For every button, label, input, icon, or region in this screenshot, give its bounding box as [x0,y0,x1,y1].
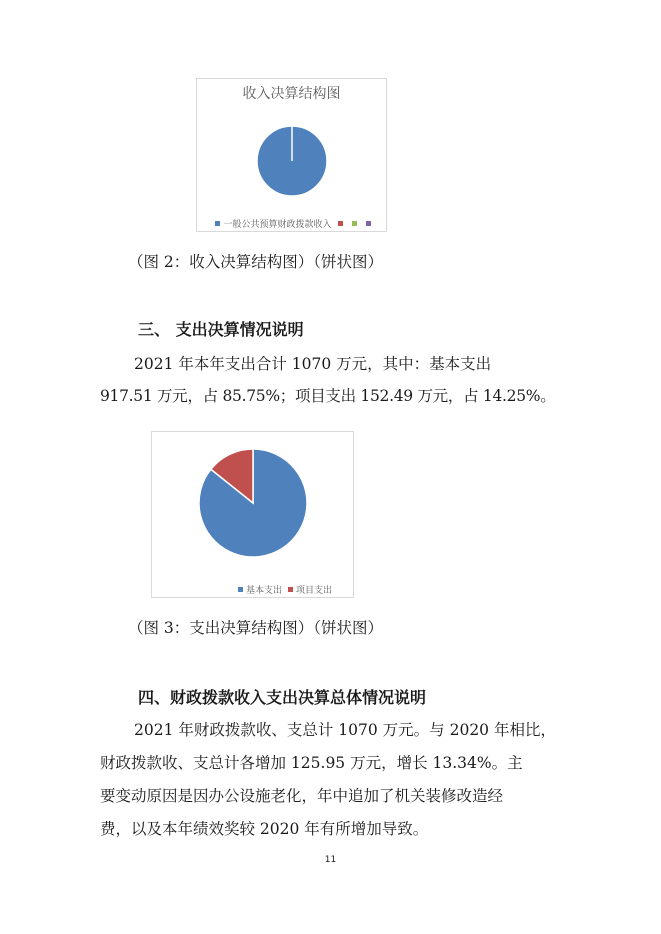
section-4-heading: 四、财政拨款收入支出决算总体情况说明 [138,688,427,707]
expenditure-pie [152,440,353,580]
legend-swatch [288,587,293,592]
section-4-line: 财政拨款收、支总计各增加 125.95 万元，增长 13.34%。主 [100,754,523,772]
expenditure-legend [238,583,353,596]
section-4-line: 费，以及本年绩效奖较 2020 年有所增加导致。 [100,820,429,838]
section-3-heading: 三、 支出决算情况说明 [138,320,304,339]
income-legend [197,217,386,230]
section-3-line: 2021 年本年支出合计 1070 万元，其中：基本支出 [134,355,492,373]
expenditure-structure-chart [151,431,354,598]
legend-swatch [238,587,243,592]
legend-label: 基本支出 [246,586,283,596]
legend-swatch [366,221,371,226]
legend-swatch [338,221,343,226]
section-4-line: 2021 年财政拨款收、支总计 1070 万元。与 2020 年相比， [134,721,556,739]
section-3-line: 917.51 万元，占 85.75%；项目支出 152.49 万元，占 14.25%。 [100,387,556,405]
page-number: 11 [324,855,337,865]
section-4-line: 要变动原因是因办公设施老化，年中追加了机关装修改造经 [100,787,504,805]
income-pie [197,109,386,229]
legend-label: 项目支出 [296,586,333,596]
legend-swatch [352,221,357,226]
income-structure-chart [196,78,387,232]
chart-title: 收入决算结构图 [242,86,341,102]
legend-swatch [215,221,220,226]
figure-3-caption: （图 3：支出决算结构图）（饼状图） [128,619,384,637]
legend-label: 一般公共预算财政拨款收入 [223,220,332,230]
figure-2-caption: （图 2：收入决算结构图）（饼状图） [128,253,384,271]
